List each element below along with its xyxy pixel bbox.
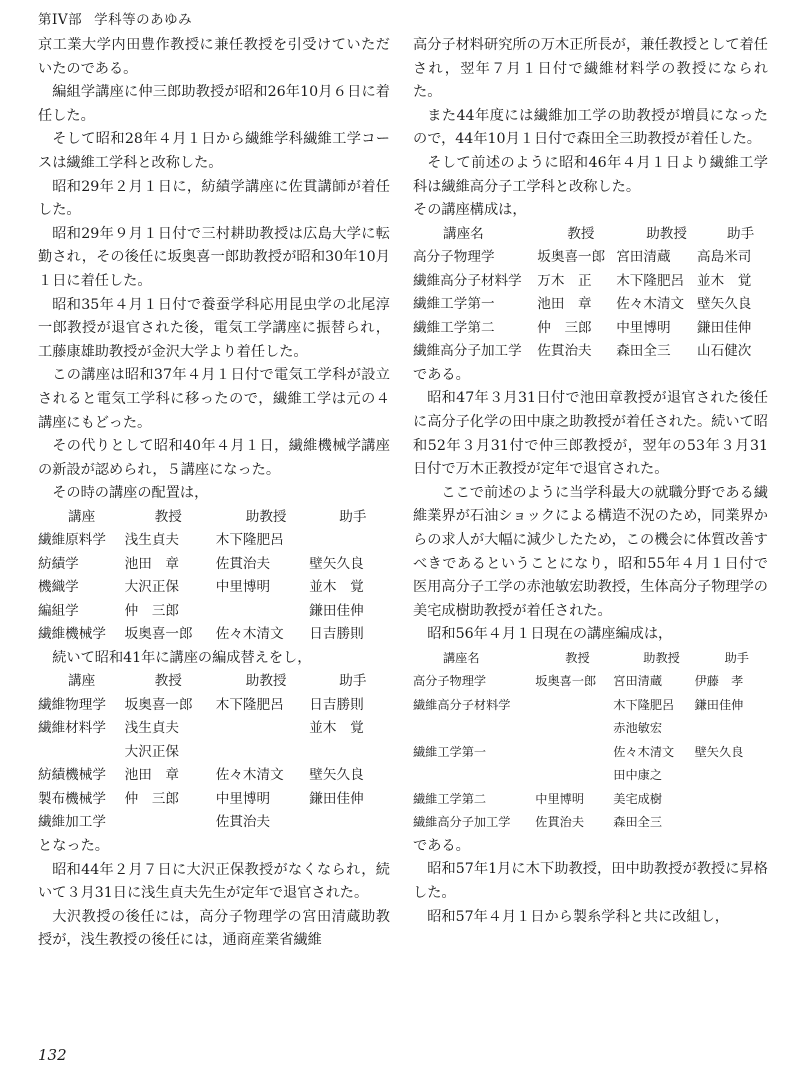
table-cell: 伊藤 孝 xyxy=(694,674,744,689)
paragraph: 昭和57年1月に木下助教授，田中助教授が教授に昇格した。 xyxy=(413,861,768,902)
table-cell: 教授 xyxy=(154,508,182,525)
table-row xyxy=(413,317,768,341)
table-cell: 池田 章 xyxy=(124,555,180,572)
table-cell: 山石健次 xyxy=(697,343,752,360)
table-header-row xyxy=(413,223,768,247)
table-row xyxy=(413,717,768,741)
table-cell: 講座 xyxy=(68,673,96,690)
table-cell: 並木 覚 xyxy=(309,720,364,737)
table-header-row xyxy=(38,506,390,530)
chair-table-1966 xyxy=(38,670,390,835)
table-cell: 助教授 xyxy=(646,225,687,242)
table-cell: 大沢正保 xyxy=(124,743,180,760)
paragraph: そして昭和28年４月１日から繊維学科繊維工学コースは繊維工学科と改称した。 xyxy=(38,131,390,171)
header-part: 第IV部 xyxy=(38,12,83,28)
table-cell: 助手 xyxy=(339,673,367,690)
paragraph: 昭和29年９月１日付で三村耕助教授は広島大学に転勤され，その後任に坂奥喜一郎助教授が昭和30年10月１日に着任した。 xyxy=(38,225,390,289)
table-cell xyxy=(413,717,535,741)
table-cell: 繊維原料学 xyxy=(38,532,106,549)
table-cell xyxy=(695,788,768,812)
table-cell: 佐々木清文 xyxy=(215,626,284,643)
table-cell: 森田全三 xyxy=(616,343,671,360)
paragraph: そして前述のように昭和46年４月１日より繊維工学科は繊維高分子工学科と改称した。 xyxy=(413,154,768,195)
table-row xyxy=(38,576,390,600)
table-row xyxy=(38,764,390,788)
table-cell xyxy=(535,694,613,718)
table-cell xyxy=(125,811,216,835)
chair-table-1981 xyxy=(413,647,768,835)
table-row xyxy=(413,340,768,364)
table-cell: 中里博明 xyxy=(616,319,671,336)
table-row xyxy=(413,741,768,765)
table-cell: 助手 xyxy=(339,508,367,525)
table-row xyxy=(38,600,390,624)
chair-table-1971 xyxy=(413,223,768,364)
table-cell: 万木 正 xyxy=(537,272,592,289)
paragraph: 京工業大学内田豊作教授に兼任教授を引受けていただいたのである。 xyxy=(38,37,390,77)
paragraph: その代りとして昭和40年４月１日，繊維機械学講座の新設が認められ，５講座になった。 xyxy=(38,438,390,478)
table-cell: 大沢正保 xyxy=(124,579,180,596)
table-cell: 助教授 xyxy=(245,673,287,690)
table-cell: 繊維高分子加工学 xyxy=(413,343,522,360)
table-cell xyxy=(695,811,768,835)
table-cell xyxy=(216,717,310,741)
table-cell: 機織学 xyxy=(38,579,79,596)
table-cell xyxy=(216,600,310,624)
table-cell: 仲 三郎 xyxy=(124,602,180,619)
table-cell: 佐貫治夫 xyxy=(215,555,271,572)
table-cell: 佐々木清文 xyxy=(616,296,685,313)
table-cell: 講座 xyxy=(68,508,96,525)
table-cell xyxy=(309,529,390,553)
table-row xyxy=(413,694,768,718)
table-cell: 木下隆肥呂 xyxy=(616,272,685,289)
paragraph: である。 xyxy=(413,837,470,854)
table-header-row xyxy=(38,670,390,694)
table-header-row xyxy=(413,647,768,671)
table-cell xyxy=(695,717,768,741)
paragraph: となった。 xyxy=(38,837,109,854)
table-cell: 繊維材料学 xyxy=(38,720,106,737)
table-cell: 佐貫治夫 xyxy=(537,343,592,360)
table-cell: 仲 三郎 xyxy=(537,319,592,336)
table-cell: 並木 覚 xyxy=(697,272,752,289)
table-cell: 繊維物理学 xyxy=(38,696,106,713)
table-cell: 中里博明 xyxy=(535,791,585,806)
table-row xyxy=(38,741,390,765)
table-cell: 鎌田佳伸 xyxy=(309,602,364,619)
page-number: 132 xyxy=(38,1046,67,1064)
table-cell: 坂奥喜一郎 xyxy=(124,696,193,713)
table-cell: 紡績学 xyxy=(38,555,79,572)
table-cell: 教授 xyxy=(567,225,595,242)
table-row xyxy=(38,811,390,835)
table-cell: 助教授 xyxy=(245,508,287,525)
table-cell xyxy=(309,741,390,765)
table-row xyxy=(413,270,768,294)
table-cell: 高島米司 xyxy=(697,249,752,266)
table-cell xyxy=(413,764,535,788)
table-cell: 講座名 xyxy=(443,650,480,665)
paragraph: 編組学講座に仲三郎助教授が昭和26年10月６日に着任した。 xyxy=(38,84,390,124)
table-cell xyxy=(535,741,613,765)
table-cell: 高分子物理学 xyxy=(413,249,495,266)
table-cell: 並木 覚 xyxy=(309,579,364,596)
table-cell: 講座名 xyxy=(443,225,484,242)
paragraph: 続いて昭和41年に講座の編成替えをし， xyxy=(52,649,312,666)
table-cell: 坂奥喜一郎 xyxy=(537,249,606,266)
table-cell: 池田 章 xyxy=(124,767,180,784)
table-cell: 中里博明 xyxy=(215,579,271,596)
table-row xyxy=(413,670,768,694)
table-cell: 高分子物理学 xyxy=(413,674,487,689)
table-cell: 佐貫治夫 xyxy=(215,814,271,831)
paragraph: 昭和57年４月１日から製糸学科と共に改組し， xyxy=(427,908,729,925)
table-cell: 鎌田佳伸 xyxy=(697,319,752,336)
table-cell: 壁矢久良 xyxy=(309,555,364,572)
table-cell: 繊維工学第一 xyxy=(413,296,495,313)
table-cell: 繊維高分子材料学 xyxy=(413,697,511,712)
paragraph: 昭和35年４月１日付で養蚕学科応用昆虫学の北尾淳一郎教授が退官された後，電気工学講座に振替られ，工藤康雄助教授が金沢大学より着任した。 xyxy=(38,296,390,360)
table-cell: 教授 xyxy=(565,650,590,665)
table-cell: 中里博明 xyxy=(215,790,271,807)
table-cell: 仲 三郎 xyxy=(124,790,180,807)
paragraph: 昭和29年２月１日に，紡績学講座に佐貫講師が着任した。 xyxy=(38,178,390,219)
table-cell: 浅生貞夫 xyxy=(124,532,180,549)
table-cell xyxy=(38,741,125,765)
table-row xyxy=(38,553,390,577)
table-row xyxy=(38,788,390,812)
table-cell: 紡績機械学 xyxy=(38,767,106,784)
table-cell: 編組学 xyxy=(38,602,79,619)
paragraph: また44年度には繊維加工学の助教授が増員になったので，44年10月１日付で森田全三助教授が着任した。 xyxy=(413,107,768,148)
table-cell: 壁矢久良 xyxy=(694,744,744,759)
table-row xyxy=(413,788,768,812)
table-cell: 木下隆肥呂 xyxy=(215,532,284,549)
paragraph: その時の講座の配置は， xyxy=(52,485,209,502)
table-cell: 宮田清蔵 xyxy=(613,674,663,689)
table-cell: 繊維機械学 xyxy=(38,626,106,643)
table-row xyxy=(38,694,390,718)
table-cell: 教授 xyxy=(154,673,182,690)
table-cell: 田中康之 xyxy=(613,768,663,783)
table-cell: 森田全三 xyxy=(613,815,663,830)
header-title: 学科等のあゆみ xyxy=(94,12,193,28)
table-cell xyxy=(535,717,613,741)
table-row xyxy=(38,623,390,647)
right-column xyxy=(413,34,768,929)
table-cell: 繊維工学第二 xyxy=(413,319,495,336)
paragraph: ここで前述のように当学科最大の就職分野である繊維業界が石油ショックによる構造不況のため，同業界からの求人が大幅に減少したため，この機会に体質改善すべきであるということになり，昭和55年４月１日付で医用高分子工学の赤池敏宏助教授，生体高分子物理学の美宅成樹助教授が着任された。 xyxy=(413,484,768,619)
table-cell: 繊維加工学 xyxy=(38,814,106,831)
table-cell: 助教授 xyxy=(643,650,680,665)
paragraph: 昭和56年４月１日現在の講座編成は， xyxy=(427,626,673,643)
table-row xyxy=(413,246,768,270)
left-column xyxy=(38,34,390,953)
table-cell: 日吉勝則 xyxy=(309,696,364,713)
paragraph: その講座構成は， xyxy=(413,202,527,219)
paragraph: 高分子材料研究所の万木正所長が，兼任教授として着任され，翌年７月１日付で繊維材料学の教授になられた。 xyxy=(413,37,768,101)
table-cell: 木下隆肥呂 xyxy=(215,696,284,713)
table-cell: 繊維高分子材料学 xyxy=(413,272,522,289)
paragraph: 大沢教授の後任には，高分子物理学の宮田清蔵助教授が，浅生教授の後任には，通商産業省繊維 xyxy=(38,908,390,949)
table-row xyxy=(413,811,768,835)
table-cell: 日吉勝則 xyxy=(309,626,364,643)
table-cell: 木下隆肥呂 xyxy=(613,697,675,712)
running-header xyxy=(38,8,192,28)
table-cell: 鎌田佳伸 xyxy=(309,790,364,807)
table-cell: 宮田清蔵 xyxy=(616,249,671,266)
table-cell xyxy=(216,741,310,765)
paragraph: 昭和47年３月31日付で池田章教授が退官された後任に高分子化学の田中康之助教授が着任された。続いて昭和52年３月31付で仲三郎教授が，翌年の53年３月31日付で万木正教授が定年で退官された。 xyxy=(413,390,768,478)
table-cell: 壁矢久良 xyxy=(309,767,364,784)
paragraph: この講座は昭和37年４月１日付で電気工学科が設立されると電気工学科に移ったので，繊維工学は元の４講座にもどった。 xyxy=(38,367,390,431)
paragraph: 昭和44年２月７日に大沢正保教授がなくなられ，続いて３月31日に浅生貞夫先生が定年で退官された。 xyxy=(38,861,390,902)
table-cell: 浅生貞夫 xyxy=(124,720,180,737)
table-cell xyxy=(695,764,768,788)
table-cell: 坂奥喜一郎 xyxy=(535,674,597,689)
table-row xyxy=(38,529,390,553)
table-cell: 助手 xyxy=(727,225,755,242)
table-cell: 赤池敏宏 xyxy=(613,721,663,736)
table-cell: 製布機械学 xyxy=(38,790,106,807)
table-cell: 繊維工学第一 xyxy=(413,744,487,759)
table-cell: 美宅成樹 xyxy=(613,791,663,806)
chair-table-1965 xyxy=(38,506,390,647)
table-row xyxy=(413,293,768,317)
table-cell: 坂奥喜一郎 xyxy=(124,626,193,643)
table-cell: 池田 章 xyxy=(537,296,592,313)
table-cell xyxy=(309,811,390,835)
table-row xyxy=(38,717,390,741)
paragraph: である。 xyxy=(413,366,470,383)
table-cell xyxy=(535,764,613,788)
table-cell: 繊維工学第二 xyxy=(413,791,487,806)
table-row xyxy=(413,764,768,788)
table-cell: 助手 xyxy=(724,650,749,665)
table-cell: 佐々木清文 xyxy=(215,767,284,784)
table-cell: 佐貫治夫 xyxy=(535,815,585,830)
table-cell: 壁矢久良 xyxy=(697,296,752,313)
table-cell: 鎌田佳伸 xyxy=(694,697,744,712)
table-cell: 繊維高分子加工学 xyxy=(413,815,511,830)
table-cell: 佐々木清文 xyxy=(613,744,675,759)
